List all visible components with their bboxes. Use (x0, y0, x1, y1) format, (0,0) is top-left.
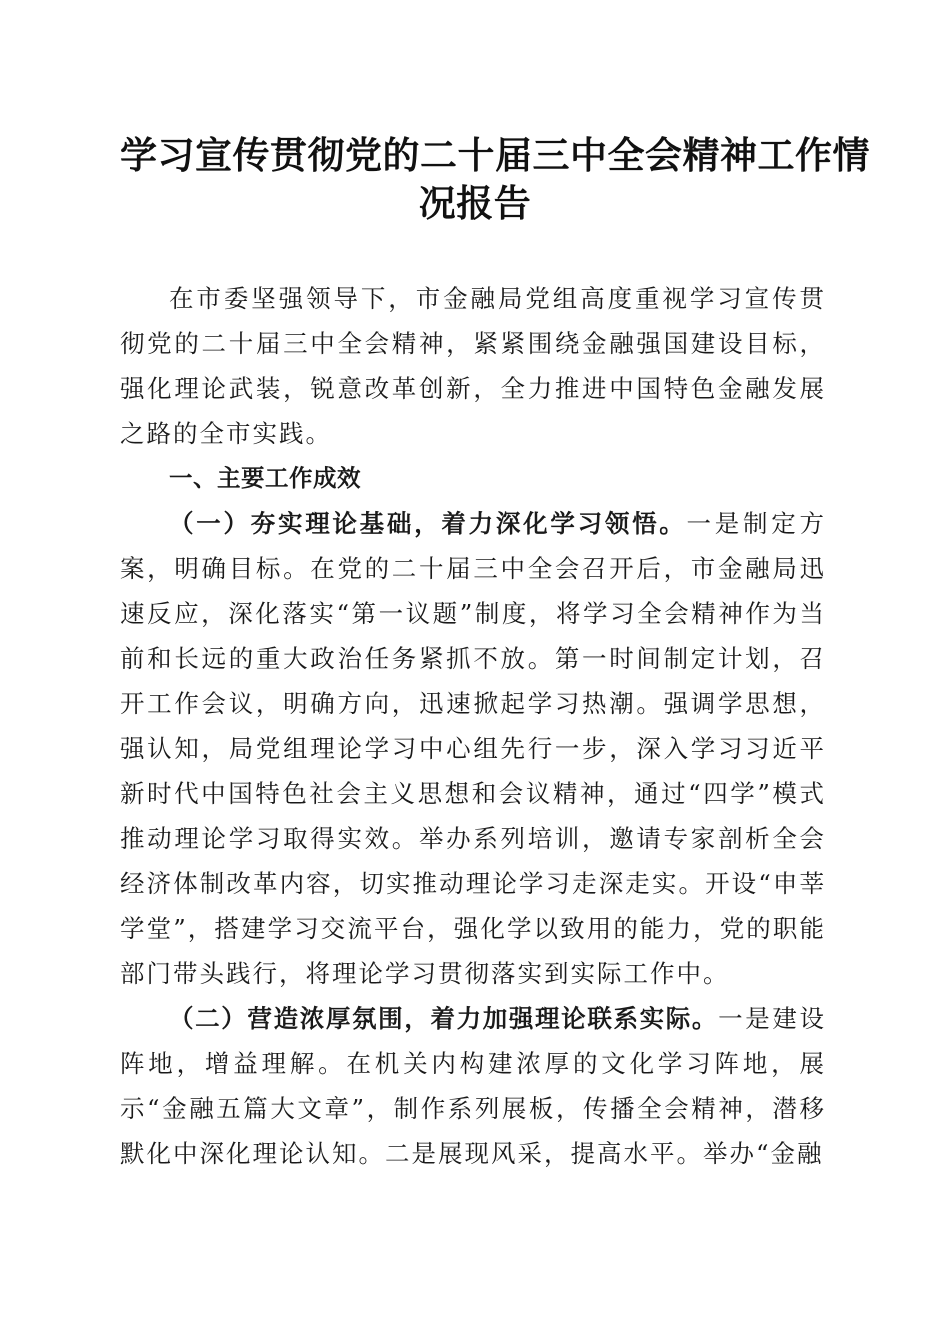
intro-paragraph: 在市委坚强领导下，市金融局党组高度重视学习宣传贯彻党的二十届三中全会精神，紧紧围绕金融强国建设目标，强化理论武装，锐意改革创新，全力推进中国特色金融发展之路的全市实践。 (120, 284, 826, 448)
title-line-2: 况报告 (418, 181, 532, 225)
item-1-paragraph (120, 501, 826, 996)
item-2-heading: （二）营造浓厚氛围，着力加强理论联系实际。 (169, 1004, 719, 1033)
item-2-body: 一是建设阵地，增益理解。在机关内构建浓厚的文化学习阵地，展示“金融五篇大文章”，制作系列展板，传播全会精神，潜移默化中深化理论认知。二是展现风采，提高水平。举办“金融 (120, 1004, 826, 1168)
item-2-paragraph (120, 996, 826, 1176)
title-line-1: 学习宣传贯彻党的二十届三中全会精神工作情 (120, 133, 870, 177)
item-1-body: 一是制定方案，明确目标。在党的二十届三中全会召开后，市金融局迅速反应，深化落实“第一议题”制度，将学习全会精神作为当前和长远的重大政治任务紧抓不放。第一时间制定计划，召开工作会议，明确方向，迅速掀起学习热潮。强调学思想，强认知，局党组理论学习中心组先行一步，深入学习习近平新时代中国特色社会主义思想和会议精神，通过“四学”模式推动理论学习取得实效。举办系列培训，邀请专家剖析全会经济体制改革内容，切实推动理论学习走深走实。开设“申莘学堂”，搭建学习交流平台，强化学以致用的能力，党的职能部门带头践行，将理论学习贯彻落实到实际工作中。 (120, 509, 827, 988)
document-title (120, 131, 870, 227)
document-body (120, 276, 826, 1176)
section-heading: 一、主要工作成效 (169, 464, 361, 492)
item-1-heading: （一）夯实理论基础，着力深化学习领悟。 (169, 509, 687, 538)
